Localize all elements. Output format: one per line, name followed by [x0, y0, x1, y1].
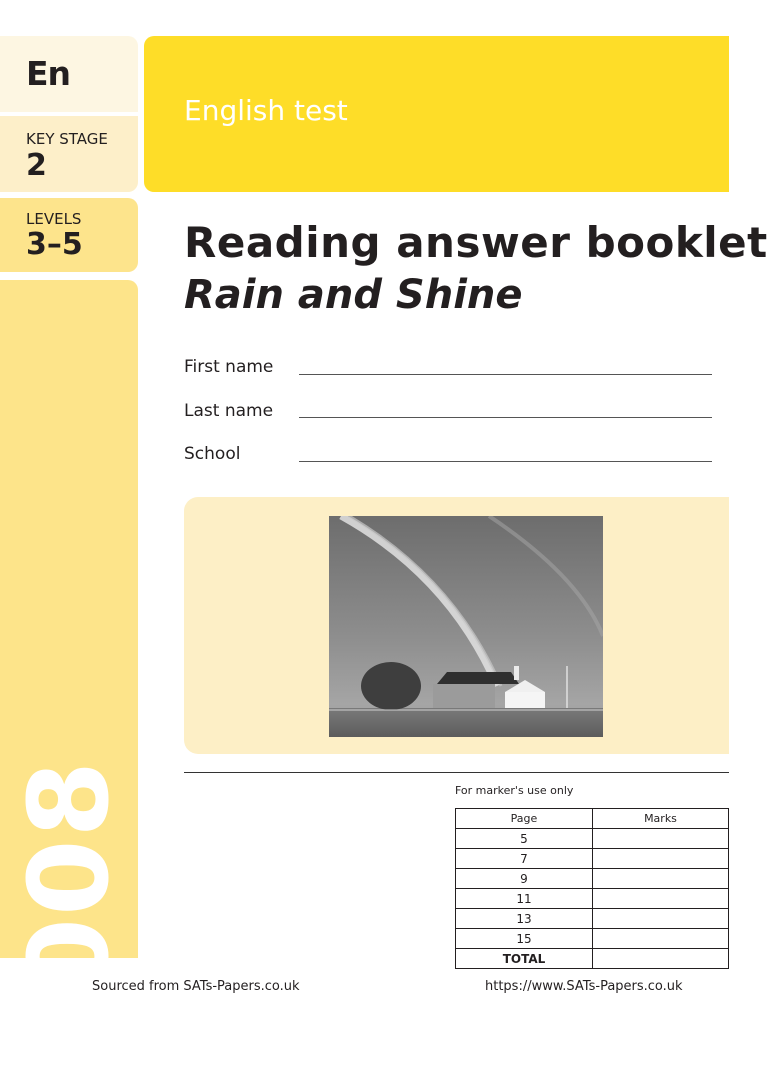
- marks-cell[interactable]: [593, 829, 729, 849]
- marks-cell[interactable]: [593, 929, 729, 949]
- page-cell: 7: [456, 849, 593, 869]
- page-cell: 15: [456, 929, 593, 949]
- test-banner: [144, 36, 729, 192]
- year-label: 2008: [5, 758, 133, 1073]
- school-field[interactable]: [299, 461, 712, 462]
- page-header: Page: [456, 809, 593, 829]
- key-stage-box: [0, 116, 138, 192]
- rainbow-photo: [329, 516, 603, 737]
- table-row: [456, 889, 729, 909]
- year-strip: [0, 280, 138, 1073]
- marks-cell[interactable]: [593, 909, 729, 929]
- key-stage-label: KEY STAGE: [26, 130, 108, 148]
- first-name-label: First name: [184, 357, 274, 377]
- levels-box: [0, 198, 138, 272]
- table-header-row: [456, 809, 729, 829]
- school-label: School: [184, 444, 241, 464]
- table-row: [456, 849, 729, 869]
- marks-cell[interactable]: [593, 849, 729, 869]
- total-row: [456, 949, 729, 969]
- page-cell: 11: [456, 889, 593, 909]
- total-label: TOTAL: [456, 949, 593, 969]
- page-cell: 13: [456, 909, 593, 929]
- page-cell: 9: [456, 869, 593, 889]
- key-stage-value: 2: [26, 148, 47, 183]
- marks-cell[interactable]: [593, 869, 729, 889]
- last-name-label: Last name: [184, 401, 274, 421]
- marks-header: Marks: [593, 809, 729, 829]
- levels-value: 3–5: [26, 227, 83, 262]
- total-marks-cell[interactable]: [593, 949, 729, 969]
- booklet-title: Reading answer booklet: [184, 218, 768, 267]
- subject-box: [0, 36, 138, 112]
- first-name-field[interactable]: [299, 374, 712, 375]
- last-name-field[interactable]: [299, 417, 712, 418]
- table-row: [456, 869, 729, 889]
- table-row: [456, 829, 729, 849]
- banner-text: English test: [184, 94, 348, 127]
- table-row: [456, 929, 729, 949]
- marks-cell[interactable]: [593, 889, 729, 909]
- marks-table: [455, 808, 729, 969]
- page-cell: 5: [456, 829, 593, 849]
- section-divider: [184, 772, 729, 773]
- footer-source: Sourced from SATs-Papers.co.uk: [92, 979, 300, 994]
- subject-code: En: [26, 54, 71, 93]
- footer-url[interactable]: https://www.SATs-Papers.co.uk: [485, 979, 683, 994]
- table-row: [456, 909, 729, 929]
- booklet-subtitle: Rain and Shine: [184, 272, 523, 318]
- levels-label: LEVELS: [26, 210, 82, 228]
- marker-caption: For marker's use only: [455, 784, 574, 797]
